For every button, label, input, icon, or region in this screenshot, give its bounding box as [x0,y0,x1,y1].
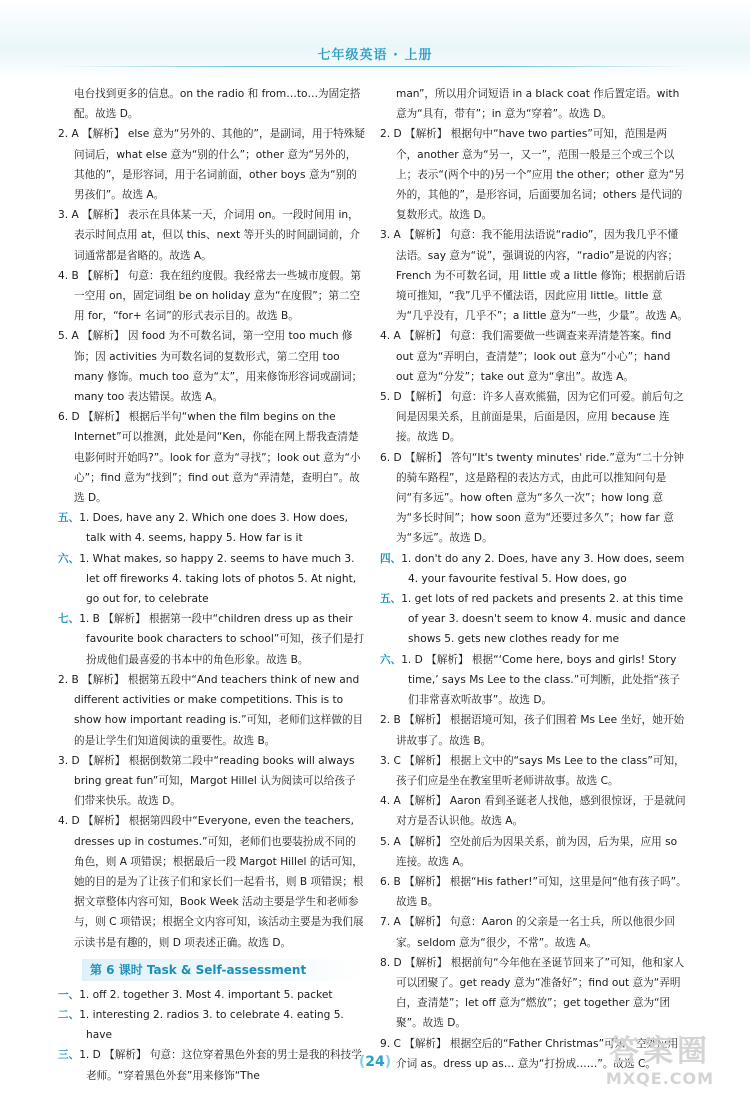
answer-paragraph [58,508,366,548]
answer-paragraph [58,751,366,812]
answer-text: 3. A 【解析】 表示在具体某一天，介词用 on。一段时间用 in，表示时间点用 at，但以 this、next 等开头的时间副词前，介词通常都是省略的。故选 A。 [58,209,361,262]
answer-text: 电台找到更多的信息。on the radio 和 from…to…为固定搭配。故选 D。 [74,88,361,121]
answer-paragraph [380,549,688,589]
answer-text: 1. get lots of red packets and presents 2. at this time of year 3. doesn't seem to know 4. music and dance shows 5. gets new clothes ready for me [401,593,686,646]
section-marker: 七、 [58,613,80,626]
answer-paragraph [380,448,688,549]
answer-text: 9. C 【解析】 根据空后的“Father Christmas”可知，空处应用介词 as。dress up as… 意为“打扮成……”。故选 C。 [380,1037,679,1070]
answer-paragraph [380,832,688,872]
answer-text: 1. interesting 2. radios 3. to celebrate 4. eating 5. have [79,1008,344,1042]
section-marker: 五、 [58,512,80,525]
watermark-text-top: 答案圈 [609,1034,711,1069]
answer-text: 1. off 2. together 3. Most 4. important 5. packet [79,988,333,1001]
answer-text: 4. A 【解析】 Aaron 看到圣诞老人找他，感到很惊讶，于是就问对方是否认识他。故选 A。 [380,795,686,828]
answer-paragraph [380,872,688,912]
answer-text: 2. B 【解析】 根据第五段中“And teachers think of new and different activities or make competitions. This is to show how important reading is.”可知，老师们这样做的目的是让学生们知道阅读的重要性。故选 B。 [58,673,364,747]
answer-paragraph [380,124,688,225]
header-divider [58,66,692,67]
answer-paragraph [58,985,366,1005]
answer-paragraph [380,710,688,750]
answer-paragraph [58,670,366,751]
answer-text: 5. A 【解析】 空处前后为因果关系，前为因，后为果，应用 so 连接。故选 A。 [380,835,678,868]
answer-text: 7. A 【解析】 句意：Aaron 的父亲是一名士兵，所以他很少回家。seldom 意为“很少，不常”。故选 A。 [380,916,675,949]
answer-paragraph [58,609,366,670]
header-title: 七年级英语 · 上册 [317,48,433,63]
answer-paragraph [58,811,366,952]
site-watermark [590,1035,730,1099]
answer-paragraph [58,1005,366,1045]
answer-paragraph [380,387,688,448]
answer-text: 4. A 【解析】 句意：我们需要做一些调查来弄清楚答案。find out 意为“弄明白，查清楚”；look out 意为“小心”；hand out 意为“分发”；take out 意为“拿出”。故选 A。 [380,330,672,383]
answer-text: 4. D 【解析】 根据第四段中“Everyone, even the teachers, dresses up in costumes.”可知，老师们也要装扮成不同的角色，则 A 项错误；根据最后一段 Margot Hillel 的话可知，她的目的是为了让孩子们和家长们一起看书，则 B 项错误；根据文章整体内容可知，Book Week 活动主要是学生和老师参与，则 C 项错误；根据全文内容可知，该活动主要是为我们展示读书是有趣的，则 D 项表述正确。故选 D。 [58,815,364,949]
answer-paragraph [58,124,366,205]
answer-text: 2. B 【解析】 根据语境可知，孩子们围着 Ms Lee 坐好，她开始讲故事了。故选 B。 [380,714,685,747]
answer-text: 1. don't do any 2. Does, have any 3. How does, seem 4. your favourite festival 5. How does, go [401,552,685,585]
answer-text: 6. B 【解析】 根据“His father!”可知，这里是问“他有孩子吗”。故选 B。 [380,875,687,909]
answer-paragraph [380,751,688,791]
answer-paragraph [380,791,688,831]
page-number: (24) [358,1054,392,1070]
answer-paragraph [58,549,366,610]
answer-paragraph [58,84,366,124]
answer-text: 5. D 【解析】 句意：许多人喜欢熊猫，因为它们可爱。前后句之间是因果关系，且前面是果，后面是因，应用 because 连接。故选 D。 [380,391,684,444]
section-marker: 一、 [58,988,80,1001]
answer-text: 3. C 【解析】 根据上文中的“says Ms Lee to the class”可知，孩子们应是坐在教室里听老师讲故事。故选 C。 [380,754,685,787]
answer-text: 6. D 【解析】 答句“It's twenty minutes' ride.”意为“二十分钟的骑车路程”，这是路程的表达方式，由此可以推知问句是问“有多远”。how often 意为“多久一次”；how long 意为“多长时间”；how soon 意为“还要过多久”；how far 意为“多远”。故选 D。 [380,451,684,545]
page-header [0,0,750,80]
answer-paragraph [380,953,688,1034]
section-marker: 六、 [58,552,80,565]
section-marker: 六、 [380,653,402,666]
right-answer-list [380,84,688,1074]
answer-text: 1. What makes, so happy 2. seems to have much 3. let off fireworks 4. taking lots of photos 5. At night, go out for, to celebrate [79,552,357,606]
left-answer-list [58,84,366,953]
left-bottom-list [58,985,366,1086]
answer-paragraph [58,266,366,327]
answer-text: 1. Does, have any 2. Which one does 3. How does, talk with 4. seems, happy 5. How far is it [79,512,349,545]
answer-text: 5. A 【解析】 因 food 为不可数名词，第一空用 too much 修饰；因 activities 为可数名词的复数形式，第二空用 too many 修饰。much too 意为“太”，用来修饰形容词或副词；many too 表达错误。故选 A。 [58,330,363,404]
answer-text: 8. D 【解析】 根据前句“今年他在圣诞节回来了”可知，他和家人可以团聚了。get ready 意为“准备好”；find out 意为“弄明白，查清楚”；let off 意为“燃放”；get together 意为“团聚”。故选 D。 [380,956,685,1030]
answer-text: 2. A 【解析】 else 意为“另外的、其他的”，是副词，用于特殊疑问词后，what else 意为“别的什么”；other 意为“另外的，其他的”，是形容词，用于名词前面，other boys 意为“别的男孩们”。故选 A。 [58,128,365,202]
answer-text: 1. B 【解析】 根据第一段中“children dress up as their favourite book characters to school”可知，孩子们是打扮成他们最喜爱的书本中的角色形象。故选 B。 [79,613,365,666]
answer-text: man”，所以用介词短语 in a black coat 作后置定语。with 意为“具有，带有”；in 意为“穿着”。故选 D。 [396,88,680,121]
answer-text: 4. B 【解析】 句意：我在纽约度假。我经常去一些城市度假。第一空用 on，固定词组 be on holiday 意为“在度假”；第二空用 for，“for+ 名词”的形式表示目的。故选 B。 [58,269,361,323]
answer-text: 6. D 【解析】 根据后半句“when the film begins on the Internet”可以推测，此处是问“Ken，你能在网上帮我查清楚电影何时开始吗?”。look for 意为“寻找”；look out 意为“小心”；find 意为“找到”；find out 意为“弄清楚，查明白”。故选 D。 [58,411,361,505]
section-marker: 二、 [58,1008,80,1021]
lesson-heading: 第 6 课时 Task & Self-assessment [82,959,366,981]
left-column [58,84,366,1086]
answer-paragraph [58,407,366,508]
section-marker: 五、 [380,593,402,606]
answer-paragraph [380,589,688,650]
right-column [380,84,688,1074]
answer-paragraph [380,84,688,124]
section-marker: 四、 [380,552,402,565]
answer-paragraph [380,326,688,387]
answer-text: 3. D 【解析】 根据倒数第二段中“reading books will always bring great fun”可知，Margot Hillel 认为阅读可以给孩子们带来快乐。故选 D。 [58,754,356,808]
answer-text: 3. A 【解析】 句意：我不能用法语说“radio”，因为我几乎不懂法语。say 意为“说”，强调说的内容，“radio”是说的内容；French 为不可数名词，用 little 或 a little 修饰；根据前后语境可推知，“我”几乎不懂法语，因此应用 little。little 意为“几乎没有，几乎不”；a little 意为“一些，少量”。故选 A。 [380,229,688,323]
section-marker: 三、 [58,1049,80,1062]
answer-paragraph [58,205,366,266]
answer-paragraph [380,225,688,326]
answer-paragraph [380,912,688,952]
answer-paragraph [380,650,688,711]
answer-text: 2. D 【解析】 根据句中“have two parties”可知，范围是两个，another 意为“另一，又一”，范围一般是三个或三个以上；表示“(两个中的)另一个”应用 the other；other 意为“另外的，其他的”，是形容词，后面要加名词；others 是代词的复数形式。故选 D。 [380,128,685,222]
answer-paragraph [58,326,366,407]
watermark-text-bottom: MXQE.COM [605,1069,715,1088]
answer-text: 1. D 【解析】 句意：这位穿着黑色外套的男士是我的科技学老师。“穿着黑色外套”用来修饰“The [79,1049,362,1082]
answer-text: 1. D 【解析】 根据“‘Come here, boys and girls! Story time,’ says Ms Lee to the class.”可判断，此处指“孩子们非常喜欢听故事”。故选 D。 [401,653,681,707]
